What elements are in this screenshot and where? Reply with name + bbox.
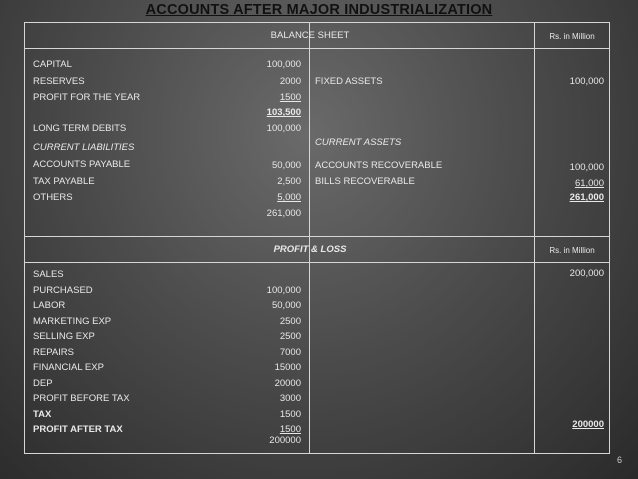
pl-row-label: DEP — [33, 378, 53, 389]
fixed-assets-label: FIXED ASSETS — [315, 76, 383, 87]
tax-payable-value: 2,500 — [277, 176, 301, 187]
current-liabilities-label: CURRENT LIABILITIES — [33, 142, 135, 153]
pl-row-value: 20000 — [274, 378, 301, 389]
reserves-label: RESERVES — [33, 76, 85, 87]
pl-row-label: MARKETING EXP — [33, 316, 112, 327]
pl-row-value: 2500 — [279, 316, 301, 327]
pl-row-value: 50,000 — [271, 300, 301, 311]
capital-label: CAPITAL — [33, 59, 72, 70]
divider-v1 — [309, 23, 310, 454]
pl-row-label: PROFIT AFTER TAX — [33, 424, 123, 435]
balance-sheet-header: BALANCE SHEET — [270, 30, 350, 41]
divider-h1 — [25, 48, 609, 49]
profit-loss-header: PROFIT & LOSS — [273, 244, 347, 255]
bills-recoverable-label: BILLS RECOVERABLE — [315, 176, 415, 187]
pl-debit-total: 200000 — [269, 435, 301, 446]
pl-row-label: REPAIRS — [33, 347, 75, 358]
capital-value: 100,000 — [266, 59, 301, 70]
pl-row-label: SALES — [33, 269, 64, 280]
current-assets-label: CURRENT ASSETS — [315, 137, 402, 148]
accounts-payable-value: 50,000 — [271, 160, 301, 171]
accounts-table — [24, 22, 610, 454]
fixed-assets-value: 100,000 — [569, 76, 604, 87]
assets-total: 261,000 — [569, 192, 604, 203]
page-number: 6 — [616, 455, 622, 465]
pl-row-value: 100,000 — [266, 285, 301, 296]
pl-row-label: PROFIT BEFORE TAX — [33, 393, 130, 404]
slide-title: ACCOUNTS AFTER MAJOR INDUSTRIALIZATION — [145, 2, 493, 18]
accounts-recoverable-label: ACCOUNTS RECOVERABLE — [315, 160, 443, 171]
tax-payable-label: TAX PAYABLE — [33, 176, 95, 187]
divider-h2 — [25, 236, 609, 237]
pl-row-value: 1500 — [279, 424, 301, 435]
pl-row-label: SELLING EXP — [33, 331, 95, 342]
long-term-debits-label: LONG TERM DEBITS — [33, 123, 127, 134]
profit-year-label: PROFIT FOR THE YEAR — [33, 92, 141, 103]
pl-credit-total: 200000 — [572, 419, 604, 430]
balance-sheet-unit: Rs. in Million — [549, 32, 595, 41]
others-value: 5,000 — [277, 192, 301, 203]
pl-row-label: PURCHASED — [33, 285, 93, 296]
pl-row-label: TAX — [33, 409, 52, 420]
long-term-debits-value: 100,000 — [266, 123, 301, 134]
bills-recoverable-value: 61,000 — [574, 178, 604, 189]
pl-row-value: 3000 — [279, 393, 301, 404]
accounts-recoverable-value: 100,000 — [569, 162, 604, 173]
pl-row-label: FINANCIAL EXP — [33, 362, 104, 373]
pl-row-value: 2500 — [279, 331, 301, 342]
profit-year-value: 1500 — [279, 92, 301, 103]
divider-h3 — [25, 262, 609, 263]
pl-row-label: LABOR — [33, 300, 66, 311]
equity-total: 103,500 — [266, 107, 301, 118]
pl-row-value: 15000 — [274, 362, 301, 373]
reserves-value: 2000 — [279, 76, 301, 87]
pl-row-value: 1500 — [279, 409, 301, 420]
pl-sales-value: 200,000 — [569, 268, 604, 279]
profit-loss-unit: Rs. in Million — [549, 246, 595, 255]
liabilities-total: 261,000 — [266, 208, 301, 219]
pl-row-value: 7000 — [279, 347, 301, 358]
others-label: OTHERS — [33, 192, 73, 203]
accounts-payable-label: ACCOUNTS PAYABLE — [33, 159, 131, 170]
